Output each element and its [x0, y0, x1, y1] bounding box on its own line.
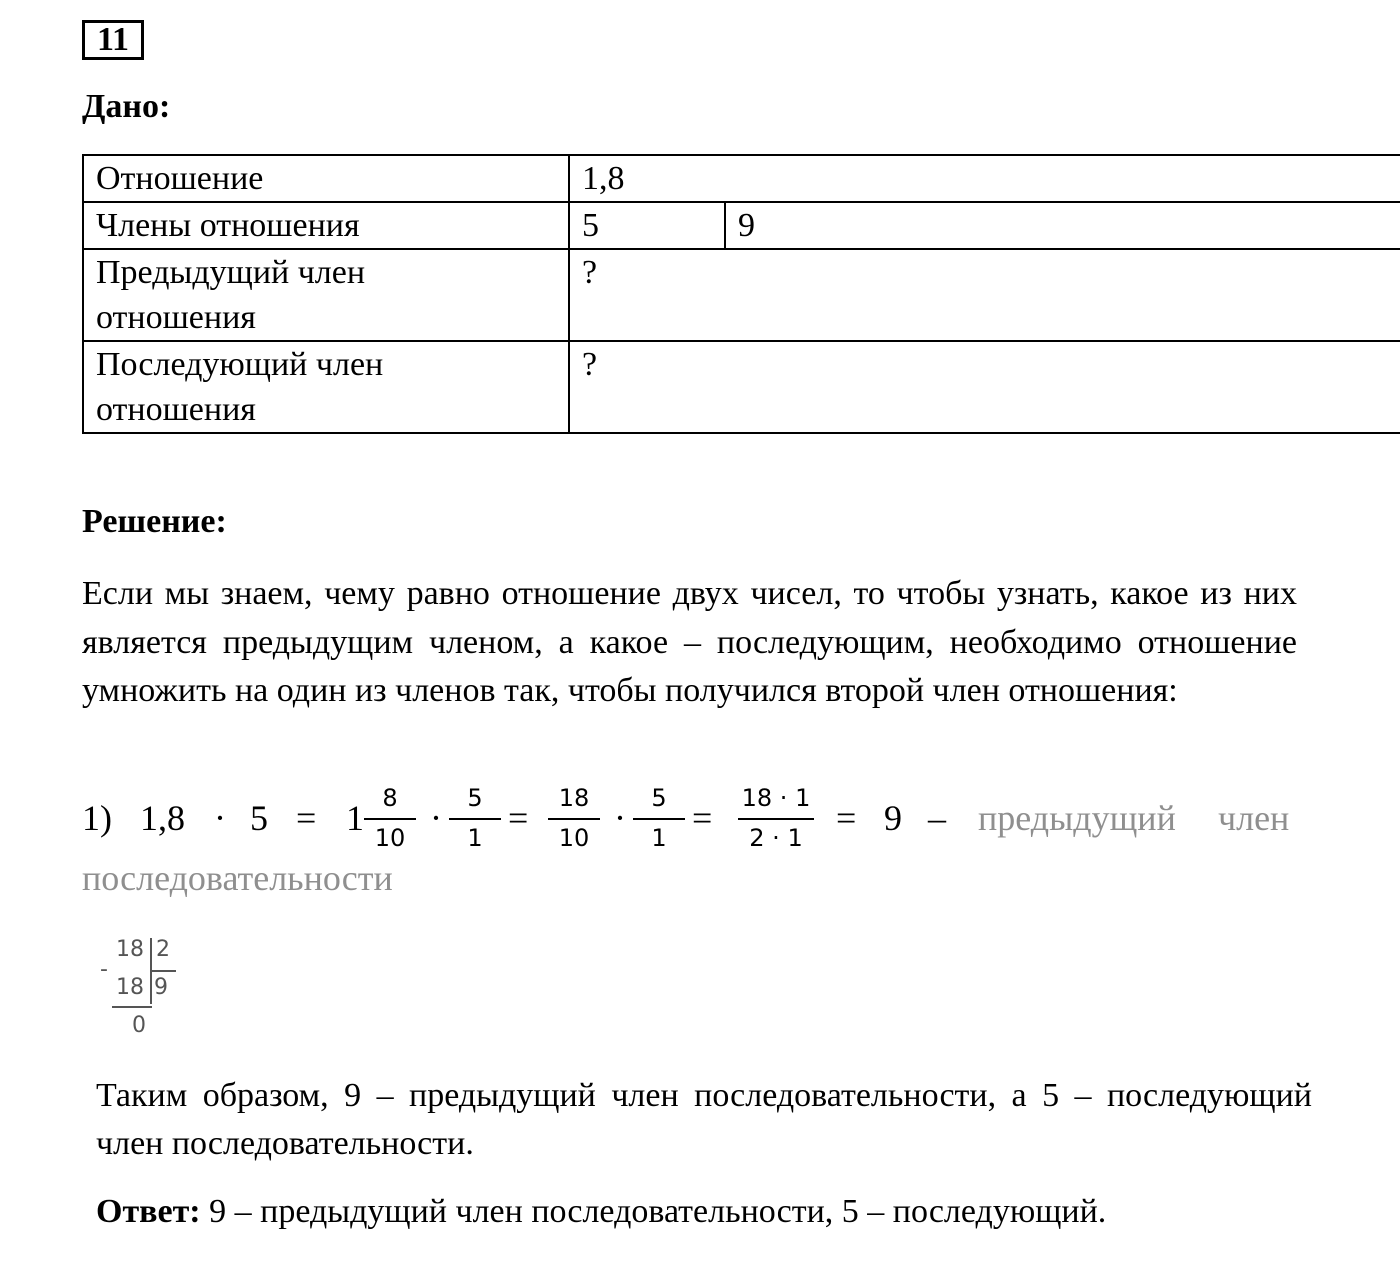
- fraction-numerator: 8: [382, 784, 398, 812]
- remainder: 0: [132, 1013, 146, 1038]
- ratio-value: 1,8: [569, 155, 1400, 202]
- note-word-3: последовательности: [82, 858, 393, 898]
- fraction-denominator: 1: [467, 824, 483, 852]
- answer-text: 9 – предыдущий член последовательности, 5 – последующий.: [200, 1193, 1107, 1230]
- fraction-denominator: 2 · 1: [749, 824, 803, 852]
- prev-label-line-2: отношения: [96, 299, 256, 336]
- fraction-denominator: 10: [374, 824, 406, 852]
- fraction-denominator: 1: [651, 824, 667, 852]
- table-row: [83, 202, 1400, 249]
- equation-line: [82, 784, 1297, 852]
- fraction-numerator: 5: [651, 784, 667, 812]
- division-horizontal-line: [150, 970, 176, 972]
- fraction-bar: [364, 818, 416, 820]
- dividend: 18: [116, 937, 144, 962]
- table-row: [83, 155, 1400, 202]
- fraction-numerator: 5: [467, 784, 483, 812]
- note-word-1: предыдущий: [978, 798, 1176, 838]
- equals-sign: =: [508, 798, 529, 838]
- fraction-bar: [738, 818, 814, 820]
- conclusion-paragraph: Таким образом, 9 – предыдущий член последовательности, а 5 – последующий член последовательности.: [96, 1077, 1312, 1162]
- multiply-sign: ·: [614, 798, 626, 838]
- ratio-number: 1,8: [140, 798, 185, 838]
- quotient: 9: [154, 975, 168, 1000]
- prev-member-value: ?: [569, 249, 1400, 341]
- next-label-line-1: Последующий член: [96, 346, 384, 383]
- subtracted: 18: [116, 975, 144, 1000]
- fraction-bar: [548, 818, 600, 820]
- equals-sign: =: [692, 798, 713, 838]
- members-label: Члены отношения: [83, 202, 569, 249]
- equals-sign: =: [836, 798, 857, 838]
- fraction-numerator: 18 · 1: [741, 784, 811, 812]
- subtraction-line: [112, 1006, 152, 1008]
- answer-label: Ответ:: [96, 1193, 201, 1230]
- divisor: 2: [156, 937, 170, 962]
- solution-heading: Решение:: [82, 503, 227, 540]
- next-label-line-2: отношения: [96, 391, 256, 428]
- ratio-label: Отношение: [83, 155, 569, 202]
- minus-sign: -: [100, 957, 108, 982]
- fraction-numerator: 18: [558, 784, 590, 812]
- given-table: [82, 154, 1400, 434]
- fraction-bar: [633, 818, 685, 820]
- fraction-denominator: 10: [558, 824, 590, 852]
- multiply-sign: ·: [430, 798, 442, 838]
- multiply-sign: ·: [214, 798, 226, 838]
- next-member-value: ?: [569, 341, 1400, 433]
- equals-sign: =: [296, 798, 317, 838]
- given-heading: Дано:: [82, 88, 171, 125]
- next-member-label: [83, 341, 569, 433]
- dash: –: [928, 798, 946, 838]
- long-division: [100, 936, 200, 1046]
- note-word-2: член: [1218, 798, 1290, 838]
- result-value: 9: [884, 798, 902, 838]
- mixed-whole: 1: [346, 798, 364, 838]
- table-row: [83, 249, 1400, 341]
- prev-member-label: [83, 249, 569, 341]
- member-a: 5: [569, 202, 725, 249]
- step-number: 1): [82, 798, 112, 838]
- answer-line: [96, 1188, 1106, 1236]
- member-b: 9: [725, 202, 1400, 249]
- prev-label-line-1: Предыдущий член: [96, 254, 366, 291]
- fraction-bar: [449, 818, 501, 820]
- task-number: 11: [82, 20, 144, 60]
- solution-paragraph: Если мы знаем, чему равно отношение двух чисел, то чтобы узнать, какое из них является предыдущим членом, а какое – последующим, необходимо отношение умножить на один из членов так, чтобы получился второй член отношения:: [82, 575, 1297, 709]
- factor-five: 5: [250, 798, 268, 838]
- table-row: [83, 341, 1400, 433]
